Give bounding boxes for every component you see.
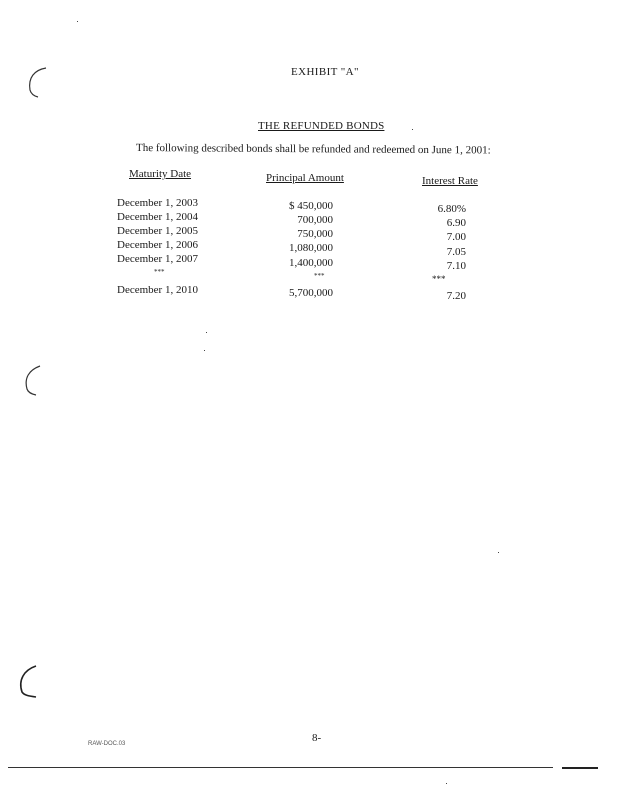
row-elision-marker: ***	[154, 268, 165, 276]
row-maturity-date: December 1, 2005	[117, 225, 198, 237]
column-header-principal: Principal Amount	[266, 172, 344, 184]
row-interest-rate: 6.90	[446, 217, 466, 229]
page-number: 8-	[312, 732, 322, 744]
scan-speck	[446, 783, 447, 784]
scan-speck	[77, 21, 78, 22]
row-principal-amount: 5,700,000	[289, 287, 333, 299]
row-principal-amount: $ 450,000	[289, 200, 333, 212]
bottom-rule-right	[562, 767, 598, 769]
scan-speck	[498, 552, 499, 553]
footer-document-code: RAW-DOC.03	[88, 741, 126, 747]
intro-paragraph: The following described bonds shall be refunded and redeemed on June 1, 2001:	[135, 142, 491, 157]
row-interest-rate: 7.20	[446, 290, 466, 302]
exhibit-title: EXHIBIT "A"	[291, 66, 359, 78]
row-principal-amount: 700,000	[297, 214, 333, 226]
row-interest-rate: 7.00	[446, 231, 466, 243]
row-maturity-date: December 1, 2003	[117, 197, 198, 209]
row-maturity-date: December 1, 2006	[117, 239, 198, 251]
section-title: THE REFUNDED BONDS	[258, 120, 385, 132]
column-header-rate: Interest Rate	[422, 175, 478, 187]
row-maturity-date: December 1, 2010	[117, 284, 198, 296]
row-principal-amount: 750,000	[297, 228, 333, 240]
punch-hole-mark	[20, 364, 46, 398]
scan-speck	[204, 350, 205, 351]
row-principal-amount: 1,400,000	[289, 257, 333, 269]
row-maturity-date: December 1, 2004	[117, 211, 198, 223]
punch-hole-mark	[24, 66, 50, 100]
row-interest-rate: 7.10	[446, 260, 466, 272]
row-interest-rate: 7.05	[446, 246, 466, 258]
scan-speck	[206, 332, 207, 333]
row-principal-amount: 1,080,000	[289, 242, 333, 254]
row-interest-rate: 6.80%	[437, 203, 466, 215]
punch-hole-mark	[16, 664, 44, 700]
row-maturity-date: December 1, 2007	[117, 253, 198, 265]
scan-speck	[412, 129, 413, 130]
row-elision-marker: ***	[314, 272, 325, 280]
row-elision-marker: ***	[432, 274, 446, 284]
bottom-rule	[8, 767, 553, 768]
column-header-maturity: Maturity Date	[129, 168, 192, 180]
